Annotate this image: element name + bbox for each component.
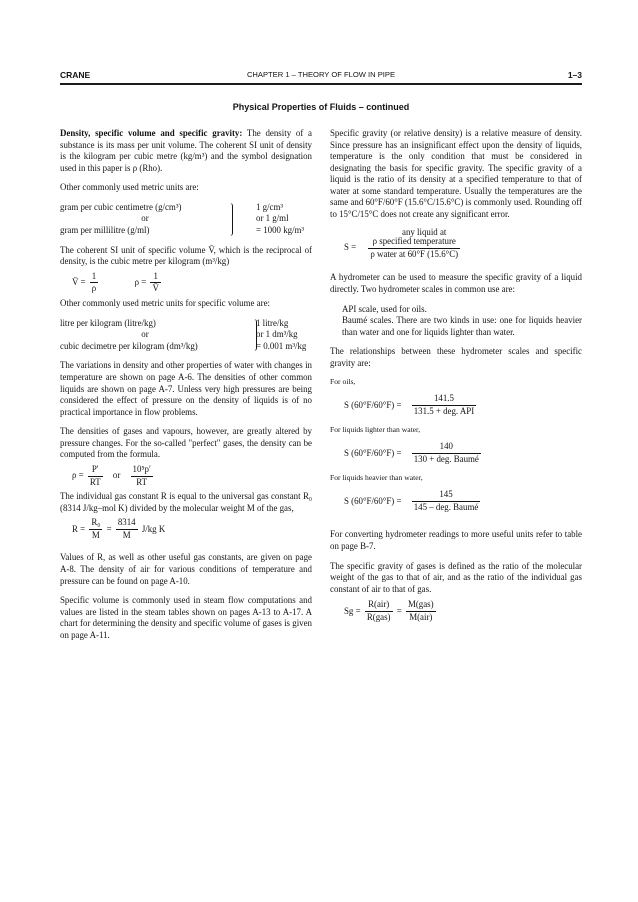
chapter-title: CHAPTER 1 – THEORY OF FLOW IN PIPE (246, 70, 396, 79)
denominator: ρ (91, 283, 97, 294)
conversion-paragraph: For converting hydrometer readings to more useful units refer to table on page B-7. (330, 529, 582, 552)
numerator: P′ (91, 463, 99, 474)
equation-annotation: any liquid at (402, 226, 447, 237)
denominator: ρ water at 60°F (15.6°C) (370, 248, 459, 259)
gas-density-paragraph: The densities of gases and vapours, however, are greatly altered by pressure changes. For the so-called "perfect" gases, the density can be computed from the formula. (60, 426, 312, 460)
numerator: R₀ (91, 517, 101, 528)
numerator: 140 (439, 441, 453, 452)
equation-lhs: S (60°F/60°F) = (344, 399, 402, 410)
denominator: 145 – deg. Baumé (413, 501, 479, 512)
unit-left: litre per kilogram (litre/kg) (60, 317, 156, 328)
unit-right: 1 litre/kg (256, 317, 289, 328)
relationships-paragraph: The relationships between these hydrometer scales and specific gravity are: (330, 346, 582, 368)
unit-left: cubic decimetre per kilogram (dm³/kg) (60, 340, 198, 351)
unit-right: 1 g/cm³ (256, 201, 284, 212)
baume-light-equation (330, 435, 582, 473)
equation-lhs: ρ = (72, 470, 84, 481)
specific-volume-equation (60, 268, 312, 298)
numerator: 141.5 (433, 393, 454, 404)
specific-volume-paragraph: The coherent SI unit of specific volume V̄, which is the reciprocal of density, is the cubic metre per kilogram (m³/kg) (60, 244, 312, 267)
denominator: V̄ (152, 283, 159, 294)
unit-left: or (141, 213, 149, 224)
or-label: or (112, 470, 121, 481)
denominator: M (89, 529, 102, 542)
density-units-table (60, 202, 312, 237)
gas-constants-values-paragraph: Values of R, as well as other useful gas constants, are given on page A-8. The density of air for various conditions of temperature and pressure can be found on page A-10. (60, 552, 312, 586)
baume-heavy-equation (330, 483, 582, 521)
left-column (60, 128, 312, 641)
unit-label: J/kg K (141, 523, 166, 534)
density-text: The density of a substance is its mass per unit volume. The coherent SI unit of density is the kilogram per cubic metre (kg/m³) and the symbol designation used in this paper is ρ (Rho). (60, 128, 312, 173)
list-item (330, 315, 582, 338)
steam-tables-paragraph: Specific volume is commonly used in steam flow computations and values are listed in the steam tables shown on pages A-13 to A-17. A chart for determining the density and specific volume of gases is given on page A-11. (60, 595, 312, 640)
hydrometer-paragraph: A hydrometer can be used to measure the specific gravity of a liquid directly. Two hydrometer scales in common use are: (330, 272, 582, 294)
gas-specific-gravity-paragraph: The specific gravity of gases is defined as the ratio of the molecular weight of the gas to that of air, and as the ratio of the individual gas constant of air to that of gas. (330, 560, 582, 594)
equals-sign: = (106, 523, 112, 534)
numerator: M(gas) (407, 599, 434, 610)
gas-constant-equation (60, 514, 312, 544)
page-header (60, 70, 582, 82)
numerator: ρ specified temperature (372, 236, 456, 247)
unit-left: or (141, 329, 149, 340)
density-paragraph (60, 128, 312, 174)
equation-lhs: ρ = (134, 277, 147, 288)
equation-lhs: R = (72, 523, 86, 534)
denominator: M(air) (406, 611, 436, 624)
equation-lhs: Sg = (344, 605, 361, 616)
numerator: 10⁵p′ (132, 463, 151, 474)
unit-left: gram per cubic centimetre (g/cm³) (60, 201, 182, 212)
api-scale-item: API scale, used for oils. (342, 303, 427, 314)
api-equation (330, 387, 582, 425)
equation-lhs: V̄ = (72, 277, 86, 288)
denominator: M (116, 529, 138, 542)
specific-gravity-paragraph: Specific gravity (or relative density) is a relative measure of density. Since pressure has an insignificant effect upon the density of liquids, temperature is the only condition that must be considered in designating the basis for specific gravity. The specific gravity of a liquid is the ratio of its density at a specified temperature to that of water at some standard temperature. Usually the temperatures are the same and 60°F/60°F (15.6°C/15.6°C) is commonly used. Rounding off to 15°C/15°C does not create any significant error. (330, 128, 582, 220)
numerator: 1 (153, 270, 158, 281)
gas-constant-paragraph: The individual gas constant R is equal to the universal gas constant R₀ (8314 J/kg–mol K) divided by the molecular weight M of the gas, (60, 491, 312, 513)
baume-scale-item: Baumé scales. There are two kinds in use: one for liquids heavier than water and one for liquids lighter than water. (342, 315, 582, 337)
lighter-label: For liquids lighter than water, (330, 425, 421, 435)
water-density-paragraph: The variations in density and other properties of water with changes in temperature are shown on page A-6. The densities of other common liquids are shown on page A-7. Unless very high pressures are being considered the effect of pressure on the density of liquids is of no practical importance in flow problems. (60, 360, 312, 417)
perfect-gas-equation (60, 461, 312, 491)
denominator: 131.5 + deg. API (413, 405, 475, 416)
numerator: 1 (91, 270, 97, 281)
unit-left: gram per millilitre (g/ml) (60, 225, 150, 236)
equation-lhs: S (60°F/60°F) = (344, 495, 402, 506)
right-column (330, 128, 582, 624)
unit-right: or 1 dm³/kg (256, 329, 298, 340)
numerator: R(air) (368, 599, 390, 610)
unit-right: = 1000 kg/m³ (256, 225, 305, 236)
list-item (330, 304, 582, 316)
unit-right: = 0.001 m³/kg (256, 340, 307, 351)
header-rule (60, 83, 582, 85)
numerator: 8314 (117, 517, 136, 528)
unit-right: or 1 g/ml (256, 213, 289, 224)
equals-sign: = (396, 605, 402, 616)
metric-units-intro: Other commonly used metric units are: (60, 182, 199, 193)
density-heading: Density, specific volume and specific gravity: (60, 128, 243, 138)
gas-specific-gravity-equation (330, 595, 582, 623)
brand-name: CRANE (60, 70, 91, 80)
denominator: R(gas) (366, 611, 391, 622)
oils-label: For oils, (330, 377, 356, 387)
numerator: 145 (439, 489, 453, 500)
denominator: RT (131, 476, 153, 489)
denominator: 130 + deg. Baumé (413, 453, 479, 464)
specific-volume-units-table (60, 318, 312, 353)
specific-gravity-equation (330, 221, 582, 265)
denominator: RT (89, 476, 101, 487)
equation-lhs: S (60°F/60°F) = (344, 447, 402, 458)
section-title: Physical Properties of Fluids – continued (232, 102, 410, 112)
equation-lhs: S = (344, 242, 357, 253)
specific-volume-units-intro: Other commonly used metric units for specific volume are: (60, 297, 270, 308)
heavier-label: For liquids heavier than water, (330, 473, 423, 483)
page-number: 1–3 (567, 70, 582, 80)
